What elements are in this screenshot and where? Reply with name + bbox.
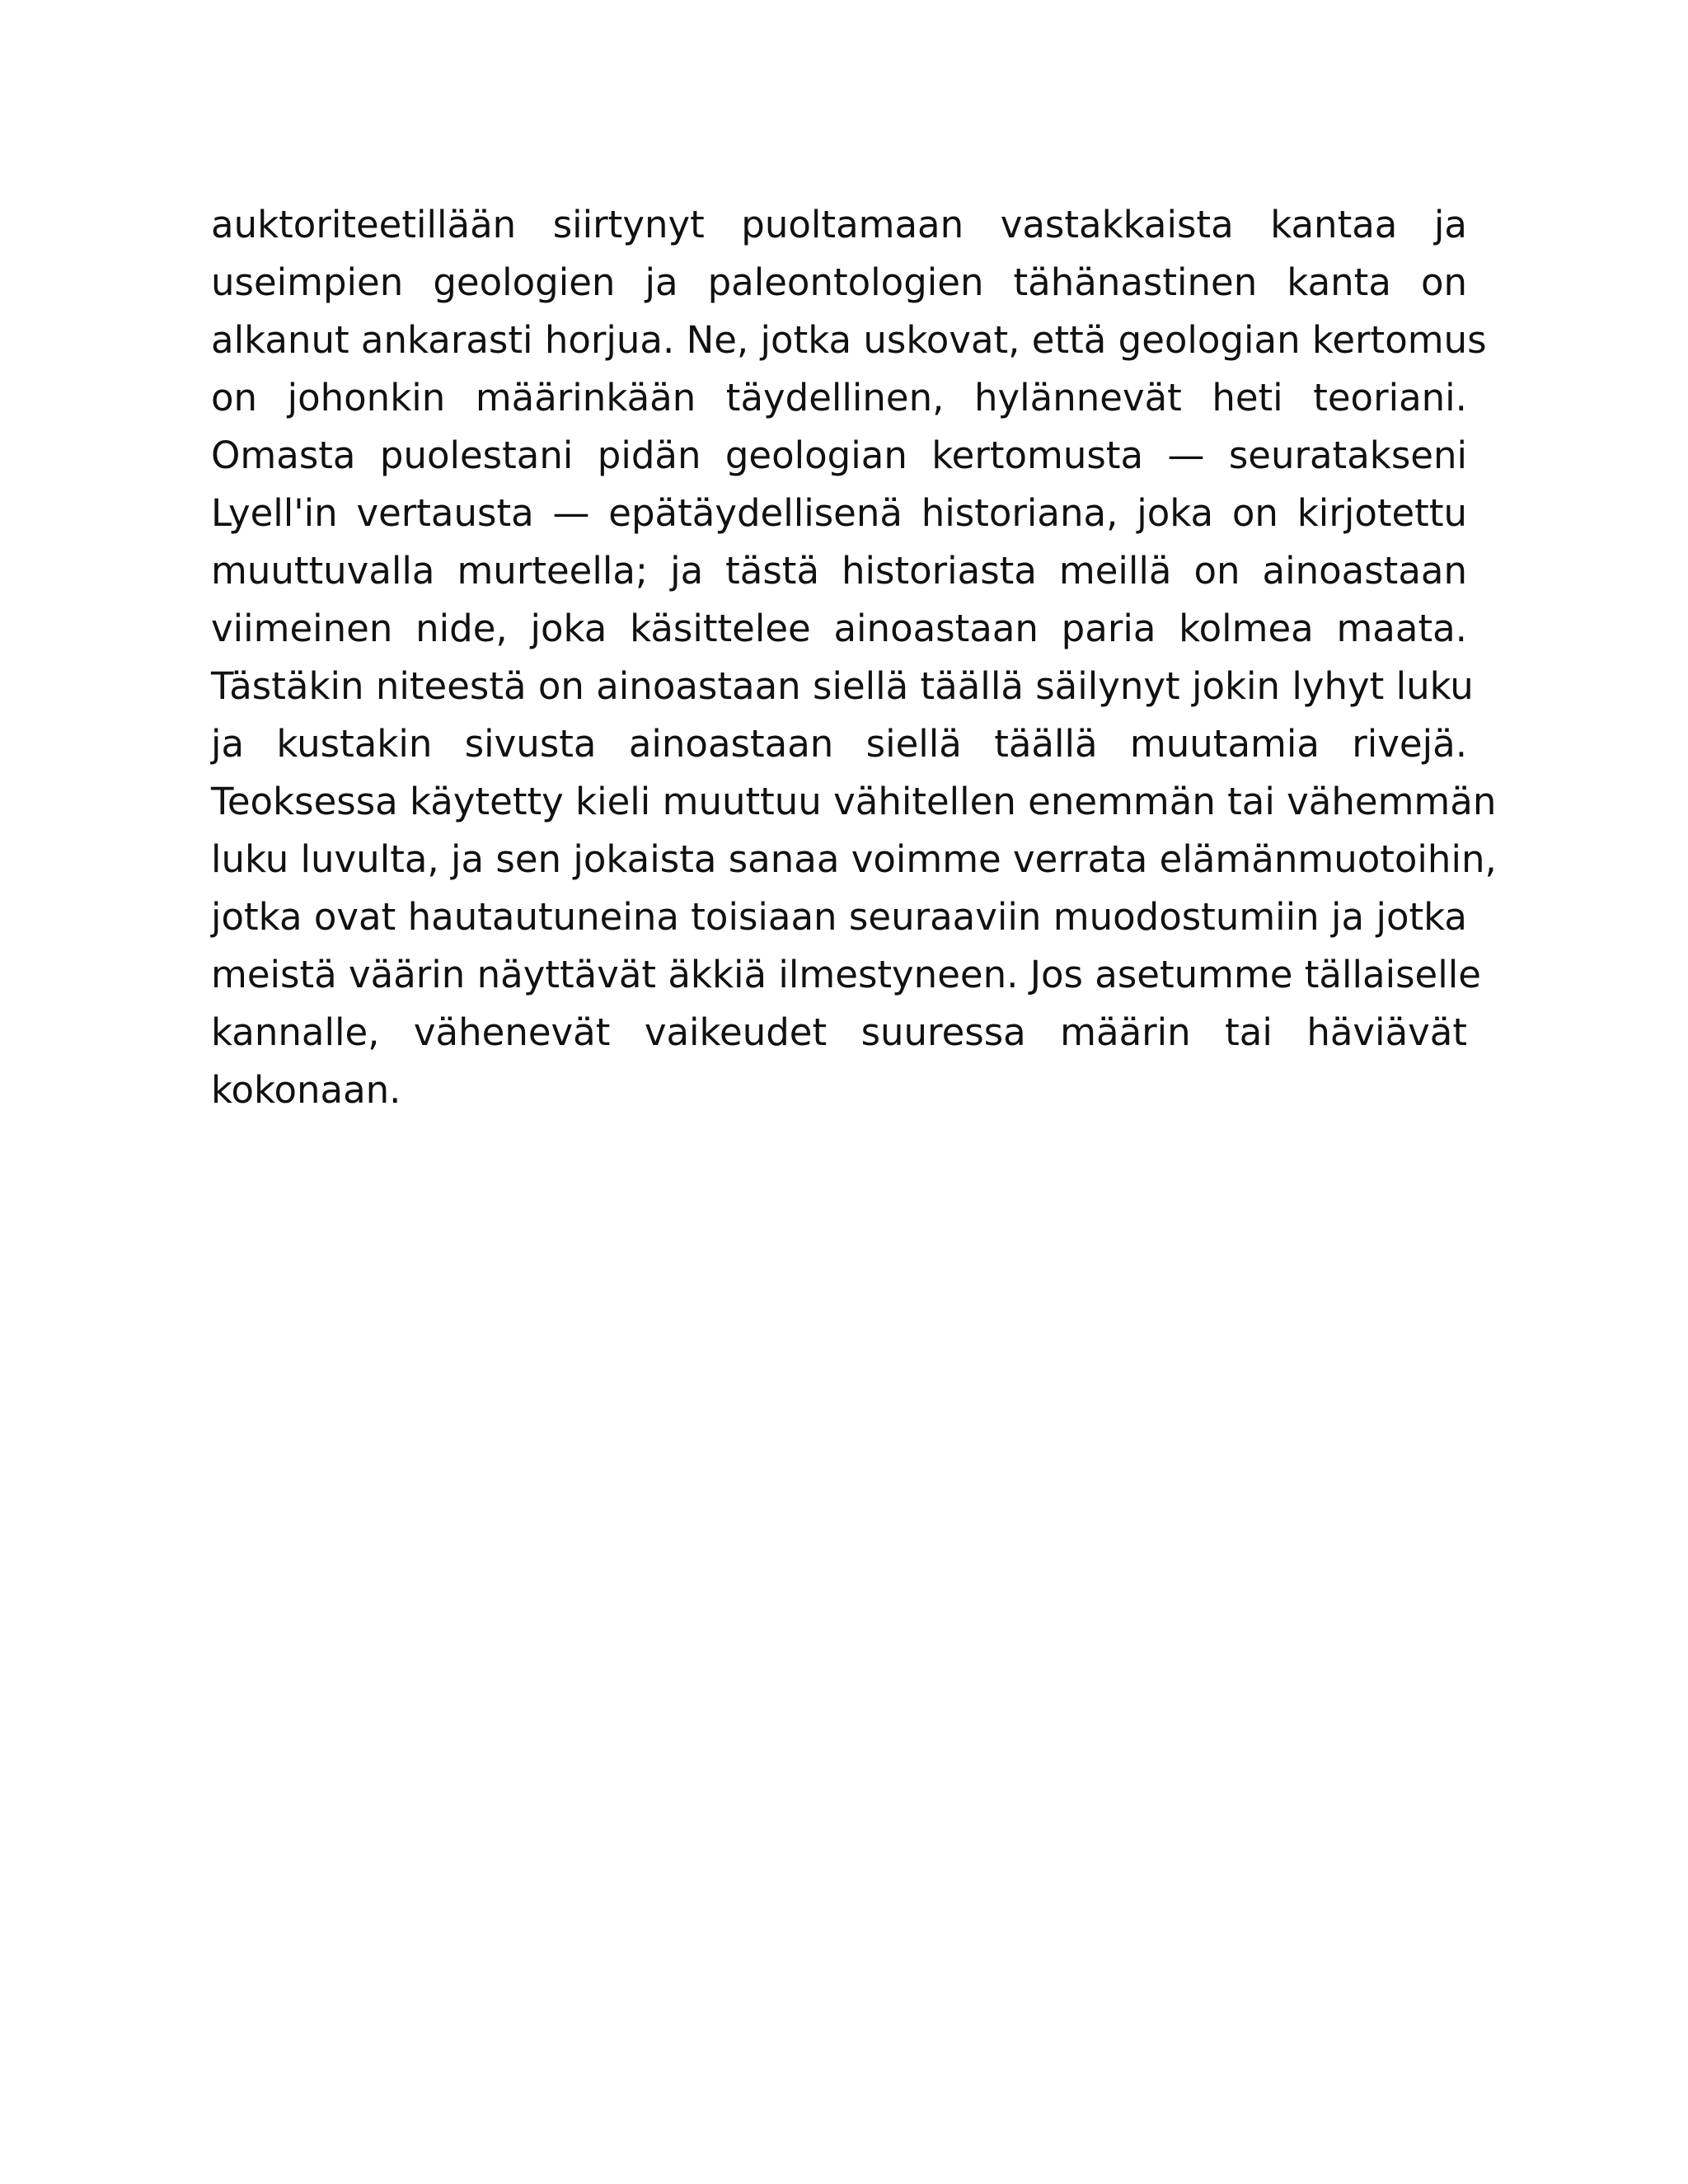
text-line: meistä väärin näyttävät äkkiä ilmestyneen. Jos asetumme tällaiselle: [211, 953, 1481, 996]
text-line: useimpien geologien ja paleontologien tähänastinen kanta on: [211, 260, 1467, 304]
body-paragraph: [211, 196, 1497, 1119]
text-line: Lyell'in vertausta — epätäydellisenä historiana, joka on kirjotettu: [211, 491, 1467, 535]
text-line: luku luvulta, ja sen jokaista sanaa voimme verrata elämänmuotoihin,: [211, 837, 1497, 881]
text-line: Omasta puolestani pidän geologian kertomusta — seuratakseni: [211, 434, 1467, 477]
text-line: alkanut ankarasti horjua. Ne, jotka uskovat, että geologian kertomus: [211, 318, 1487, 362]
text-line: ja kustakin sivusta ainoastaan siellä täällä muutamia rivejä.: [211, 722, 1467, 766]
text-line: on johonkin määrinkään täydellinen, hylännevät heti teoriani.: [211, 376, 1467, 419]
text-line: muuttuvalla murteella; ja tästä historiasta meillä on ainoastaan: [211, 549, 1467, 593]
text-line: kokonaan.: [211, 1068, 401, 1112]
text-line: kannalle, vähenevät vaikeudet suuressa määrin tai häviävät: [211, 1010, 1467, 1054]
text-line: jotka ovat hautautuneina toisiaan seuraaviin muodostumiin ja jotka: [211, 895, 1467, 939]
text-line: Tästäkin niteestä on ainoastaan siellä täällä säilynyt jokin lyhyt luku: [211, 664, 1474, 708]
text-line: viimeinen nide, joka käsittelee ainoastaan paria kolmea maata.: [211, 607, 1467, 650]
text-line: Teoksessa käytetty kieli muuttuu vähitellen enemmän tai vähemmän: [211, 780, 1497, 823]
text-line: auktoriteetillään siirtynyt puoltamaan vastakkaista kantaa ja: [211, 203, 1467, 246]
